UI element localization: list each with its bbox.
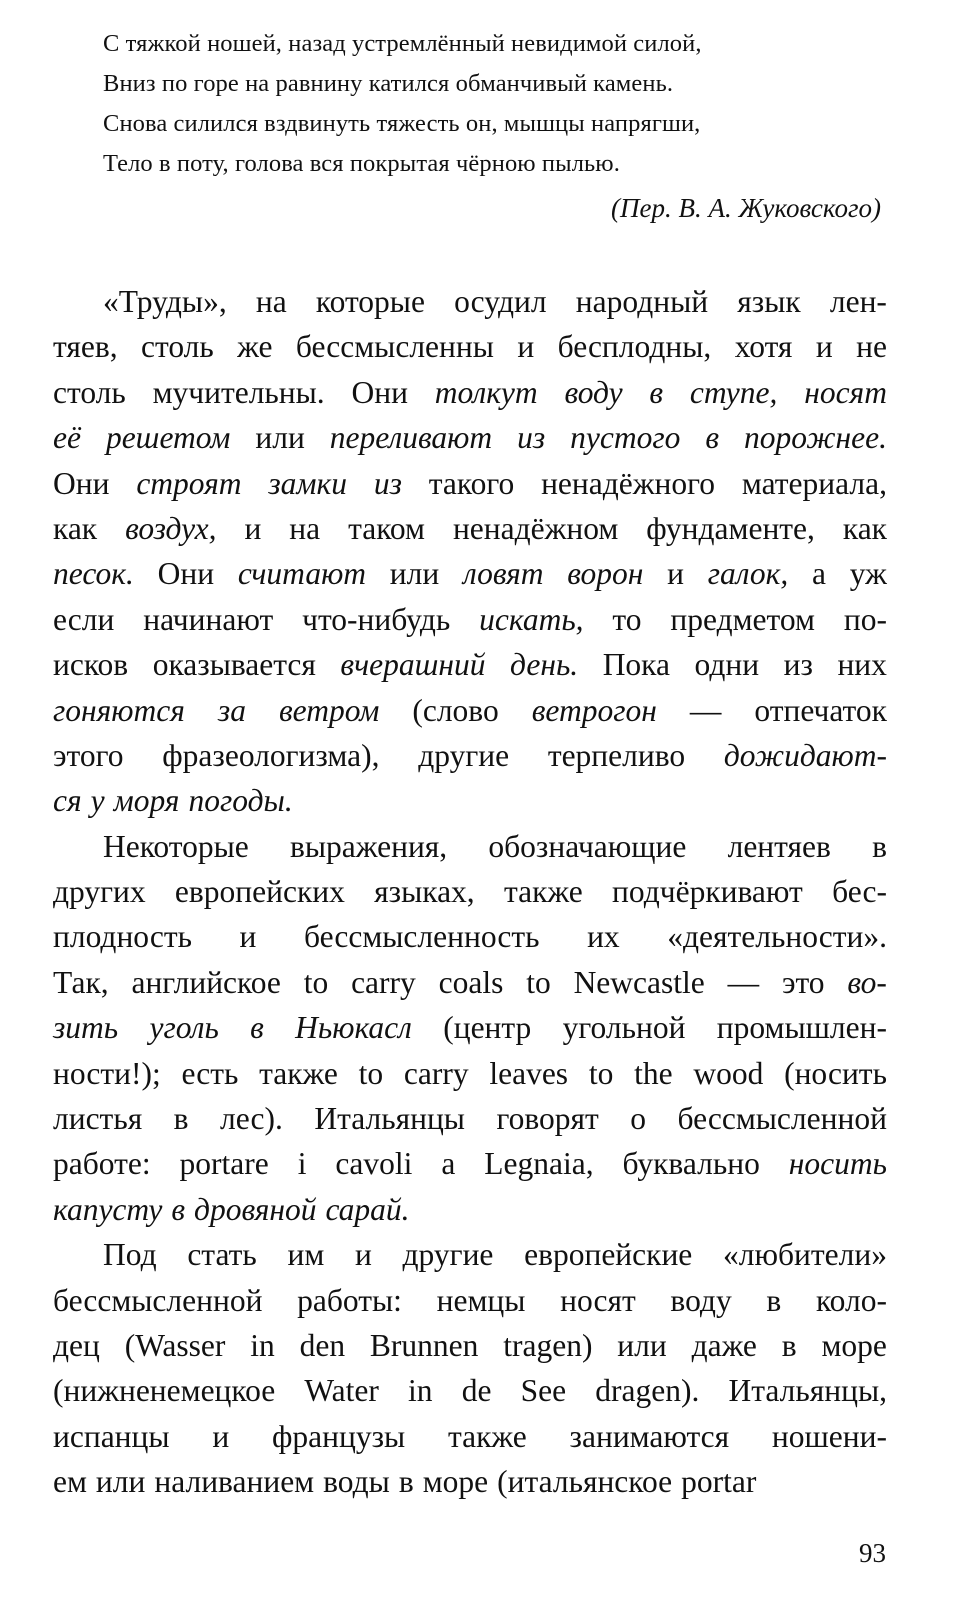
word: не	[856, 329, 887, 365]
word: See	[520, 1373, 567, 1409]
word: dragen).	[595, 1373, 700, 1409]
word: или	[95, 1464, 146, 1500]
italic-word: капусту	[53, 1191, 163, 1227]
word: бессмысленны	[295, 329, 494, 365]
word: наливанием	[154, 1464, 315, 1500]
word: как	[53, 510, 98, 546]
word: Они	[53, 465, 110, 501]
word: или	[389, 556, 440, 592]
text-line	[53, 914, 887, 959]
italic-word: песок.	[53, 556, 134, 592]
word: воду	[670, 1282, 732, 1318]
text-line	[53, 642, 887, 687]
text-line	[53, 461, 887, 506]
word: Newcastle	[573, 964, 705, 1000]
word: лентяев	[727, 828, 831, 864]
word: «любители»	[723, 1237, 887, 1273]
poem-attribution: (Пер. В. А. Жуковского)	[611, 193, 881, 223]
word: то	[612, 601, 642, 637]
italic-word: из	[517, 420, 546, 456]
word: на	[255, 284, 287, 319]
word: Под	[103, 1237, 157, 1273]
poem-epigraph	[103, 24, 893, 184]
word: Итальянцы,	[728, 1373, 887, 1409]
word: которые	[315, 284, 425, 319]
word: из	[783, 647, 813, 683]
word: им	[287, 1237, 325, 1273]
italic-word: решетом	[105, 420, 231, 456]
word: portare	[179, 1146, 269, 1182]
word: народный	[575, 284, 709, 319]
text-line	[53, 733, 887, 778]
word: работе:	[53, 1146, 151, 1182]
word: есть	[181, 1055, 239, 1091]
word: других	[53, 874, 146, 910]
text-line	[53, 370, 887, 415]
word: in	[250, 1327, 275, 1363]
text-line	[53, 824, 887, 869]
word: to	[588, 1055, 614, 1091]
italic-word: в	[171, 1191, 186, 1227]
word: de	[461, 1373, 492, 1409]
word: coals	[438, 964, 504, 1000]
word: море	[821, 1327, 887, 1363]
italic-word: день.	[510, 647, 579, 683]
word: промышлен-	[716, 1010, 887, 1046]
word: английское	[131, 964, 281, 1000]
word: —	[727, 964, 760, 1000]
word: одни	[694, 647, 760, 683]
word: Water	[304, 1373, 379, 1409]
word: столь	[140, 329, 214, 365]
word: в	[872, 828, 887, 864]
word: начинают	[143, 601, 274, 637]
word: и	[212, 1418, 230, 1454]
word: ности!);	[53, 1055, 161, 1091]
word: (носить	[784, 1055, 887, 1091]
word: по-	[843, 601, 887, 637]
italic-word: моря	[113, 783, 180, 819]
word: угольной	[562, 1010, 686, 1046]
word: если	[53, 601, 115, 637]
word: Brunnen	[369, 1327, 479, 1363]
word: ем	[53, 1464, 87, 1500]
word: in	[408, 1373, 433, 1409]
word: воды	[323, 1464, 390, 1500]
word: лес).	[220, 1101, 283, 1137]
word: лен-	[829, 284, 887, 319]
word: также	[503, 874, 583, 910]
word: «Труды»,	[103, 284, 227, 319]
word: Итальянцы	[314, 1101, 465, 1137]
word: в	[173, 1101, 189, 1137]
word: den	[299, 1327, 346, 1363]
word: Так,	[53, 964, 109, 1000]
text-line	[53, 1459, 887, 1504]
text-line	[53, 279, 887, 324]
word: (итальянское	[497, 1464, 673, 1500]
italic-word: ветрогон	[531, 692, 657, 728]
word: подчёркивают	[612, 874, 803, 910]
italic-word: в	[705, 420, 720, 456]
word: Пока	[602, 647, 670, 683]
word: Некоторые	[103, 828, 249, 864]
text-line	[53, 869, 887, 914]
text-line	[53, 1096, 887, 1141]
italic-word: гоняются	[53, 692, 185, 728]
italic-word: ворон	[567, 556, 644, 592]
word: обозначающие	[488, 828, 687, 864]
word: стать	[187, 1237, 257, 1273]
text-line	[53, 1232, 887, 1277]
italic-word: пустого	[570, 420, 681, 456]
word: языках,	[374, 874, 475, 910]
word: листья	[53, 1101, 143, 1137]
text-line	[53, 1414, 887, 1459]
word: них	[837, 647, 887, 683]
word: бесплодны,	[557, 329, 712, 365]
italic-word: носить	[788, 1146, 887, 1182]
word: и	[239, 919, 257, 955]
text-line	[53, 778, 887, 823]
word: работы:	[297, 1282, 402, 1318]
word: бессмысленной	[53, 1282, 263, 1318]
italic-word: ловят	[462, 556, 544, 592]
word: терпеливо	[547, 737, 686, 773]
text-line	[53, 960, 887, 1005]
word: и	[815, 329, 833, 365]
word: уж	[849, 556, 887, 592]
word: или	[617, 1327, 667, 1363]
word: (нижненемецкое	[53, 1373, 276, 1409]
poem-line: Снова силился вздвинуть тяжесть он, мышцы напрягши,	[103, 110, 701, 137]
italic-word: искать,	[479, 601, 584, 637]
word: говорят	[496, 1101, 599, 1137]
text-line	[53, 597, 887, 642]
italic-word: замки	[268, 465, 348, 501]
paragraph	[53, 824, 887, 1233]
italic-word: строят	[136, 465, 242, 501]
word: европейских	[174, 874, 345, 910]
poem-line: С тяжкой ношей, назад устремлённый невидимой силой,	[103, 30, 702, 57]
word: испанцы	[53, 1418, 170, 1454]
word: portar	[681, 1464, 757, 1500]
text-line	[53, 1187, 887, 1232]
text-line	[53, 324, 887, 369]
body-text	[53, 279, 887, 1505]
paragraph	[53, 1232, 887, 1504]
italic-word: из	[373, 465, 402, 501]
word: их	[587, 919, 620, 955]
word: материала,	[741, 465, 887, 501]
word: же	[237, 329, 273, 365]
word: a	[441, 1146, 456, 1182]
italic-word: погоды.	[188, 783, 293, 819]
word: таком	[348, 510, 425, 546]
italic-word: носят	[804, 374, 887, 410]
italic-word: Ньюкасл	[295, 1010, 412, 1046]
italic-word: сарай.	[325, 1191, 410, 1227]
word: Они	[157, 556, 215, 592]
word: фундаменте,	[646, 510, 815, 546]
word: tragen)	[503, 1327, 593, 1363]
word: как	[842, 510, 887, 546]
italic-word: воздух,	[125, 510, 217, 546]
italic-word: в	[250, 1010, 264, 1046]
italic-word: ся	[53, 783, 82, 819]
word: cavoli	[335, 1146, 413, 1182]
italic-word: уголь	[149, 1010, 219, 1046]
word: столь	[53, 374, 126, 410]
word: в	[398, 1464, 414, 1500]
italic-word: галок,	[707, 556, 789, 592]
word: также	[259, 1055, 338, 1091]
word: и	[667, 556, 684, 592]
word: язык	[737, 284, 801, 319]
word: осудил	[454, 284, 547, 319]
page-number: 93	[859, 1538, 886, 1568]
word: коло-	[815, 1282, 887, 1318]
italic-word: ветром	[278, 692, 380, 728]
word: другие	[418, 737, 510, 773]
word: i	[297, 1146, 307, 1182]
italic-word: у	[90, 783, 105, 819]
italic-word: переливают	[329, 420, 493, 456]
word: дец	[53, 1327, 100, 1363]
italic-word: воду	[564, 374, 623, 410]
word: ношени-	[771, 1418, 887, 1454]
italic-word: вчерашний	[340, 647, 486, 683]
text-line	[53, 688, 887, 733]
word: (слово	[412, 692, 499, 728]
word: исков	[53, 647, 129, 683]
word: бессмысленность	[304, 919, 540, 955]
italic-word: в	[649, 374, 664, 410]
word: (центр	[443, 1010, 532, 1046]
word: the	[634, 1055, 673, 1091]
word: также	[447, 1418, 527, 1454]
text-line	[53, 415, 887, 460]
word: немцы	[436, 1282, 526, 1318]
word: to	[303, 964, 329, 1000]
word: море	[422, 1464, 489, 1500]
word: занимаются	[569, 1418, 730, 1454]
text-line	[53, 1323, 887, 1368]
word: leaves	[489, 1055, 569, 1091]
text-line	[53, 1005, 887, 1050]
word: что-нибудь	[302, 601, 451, 637]
italic-word: во-	[847, 964, 887, 1000]
word: о	[630, 1101, 646, 1137]
word: бес-	[832, 874, 887, 910]
word: такого	[428, 465, 515, 501]
italic-word: дровяной	[194, 1191, 317, 1227]
italic-word: за	[217, 692, 246, 728]
word: ненадёжном	[452, 510, 619, 546]
word: и	[517, 329, 535, 365]
word: носят	[560, 1282, 636, 1318]
italic-word: считают	[237, 556, 367, 592]
word: ненадёжного	[541, 465, 716, 501]
text-line	[53, 506, 887, 551]
word: французы	[271, 1418, 406, 1454]
word: фразеологизма),	[162, 737, 380, 773]
word: Они	[351, 374, 408, 410]
italic-word: дожидают-	[723, 737, 887, 773]
word: европейские	[524, 1237, 693, 1273]
word: выражения,	[289, 828, 448, 864]
word: хотя	[734, 329, 793, 365]
word: отпечаток	[754, 692, 887, 728]
word: или	[255, 420, 305, 456]
word: на	[289, 510, 321, 546]
word: to	[358, 1055, 384, 1091]
word: (Wasser	[124, 1327, 226, 1363]
italic-word: ступе,	[689, 374, 778, 410]
word: —	[689, 692, 722, 728]
italic-word: толкут	[434, 374, 538, 410]
word: тяев,	[53, 329, 118, 365]
poem-line: Вниз по горе на равнину катился обманчивый камень.	[103, 70, 674, 97]
text-line	[53, 1141, 887, 1186]
word: wood	[693, 1055, 764, 1091]
word: to	[526, 964, 551, 1000]
word: в	[781, 1327, 797, 1363]
word: плодность	[53, 919, 192, 955]
word: carry	[351, 964, 416, 1000]
word: бессмысленной	[677, 1101, 887, 1137]
word: оказывается	[152, 647, 316, 683]
word: carry	[403, 1055, 469, 1091]
word: другие	[402, 1237, 494, 1273]
text-line	[53, 551, 887, 596]
word: предметом	[670, 601, 815, 637]
word: в	[766, 1282, 782, 1318]
word: «деятельности».	[667, 919, 887, 955]
word: буквально	[622, 1146, 760, 1182]
italic-word: порожнее.	[744, 420, 887, 456]
word: и	[354, 1237, 372, 1273]
text-line	[53, 1278, 887, 1323]
paragraph	[53, 279, 887, 824]
word: этого	[53, 737, 124, 773]
poem-line: Тело в поту, голова вся покрытая чёрною пылью.	[103, 150, 620, 177]
word: и	[244, 510, 262, 546]
text-line	[53, 1051, 887, 1096]
word: даже	[691, 1327, 757, 1363]
word: а	[812, 556, 827, 592]
text-line	[53, 1368, 887, 1413]
word: Legnaia,	[484, 1146, 594, 1182]
word: это	[781, 964, 825, 1000]
italic-word: её	[53, 420, 81, 456]
word: мучительны.	[152, 374, 325, 410]
italic-word: зить	[53, 1010, 119, 1046]
